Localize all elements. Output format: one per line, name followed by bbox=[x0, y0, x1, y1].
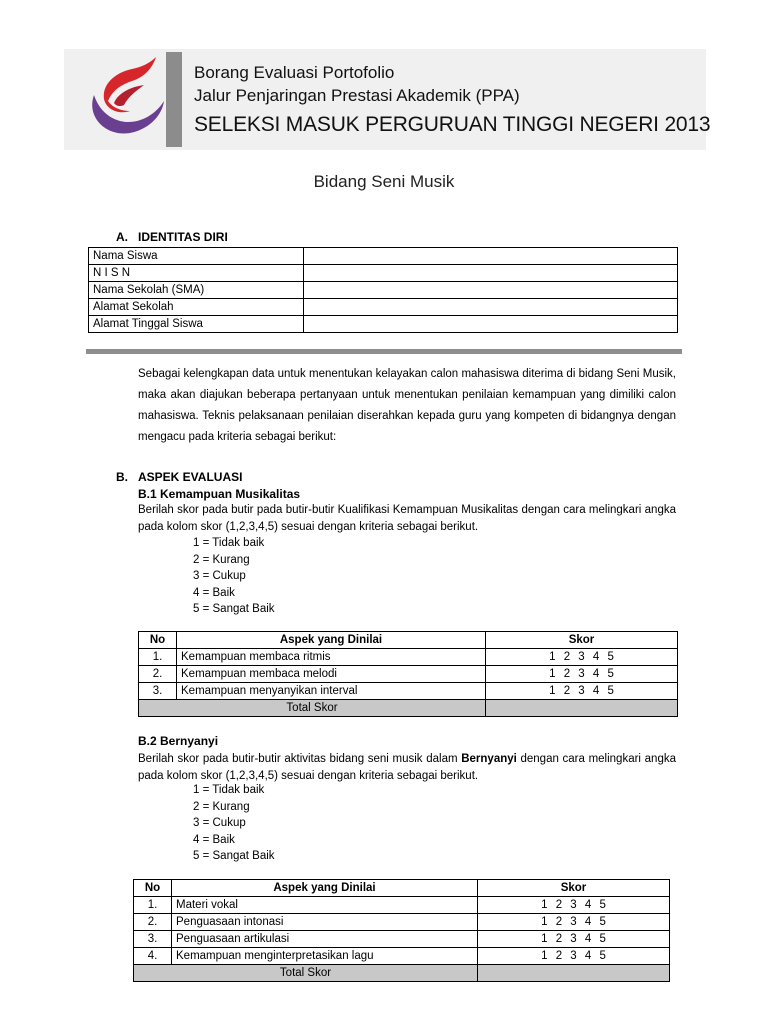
table-row bbox=[89, 299, 678, 316]
row-number: 1. bbox=[139, 649, 177, 666]
table-row bbox=[89, 248, 678, 265]
column-header-no: No bbox=[134, 880, 172, 897]
scale-item: 1 = Tidak baik bbox=[193, 784, 265, 796]
table-header-row bbox=[134, 880, 670, 897]
row-number: 2. bbox=[134, 914, 172, 931]
sbmptn-logo-icon bbox=[78, 55, 168, 145]
total-row bbox=[139, 700, 678, 717]
identity-label: Alamat Tinggal Siswa bbox=[89, 316, 304, 333]
table-row bbox=[89, 316, 678, 333]
identity-label: N I S N bbox=[89, 265, 304, 282]
scale-item: 5 = Sangat Baik bbox=[193, 850, 275, 862]
b2-instruction-emphasis: Bernyanyi bbox=[461, 753, 517, 765]
column-header-no: No bbox=[139, 632, 177, 649]
total-score-label: Total Skor bbox=[134, 965, 478, 982]
row-score-options[interactable]: 1 2 3 4 5 bbox=[486, 683, 678, 700]
table-row bbox=[134, 948, 670, 965]
b2-score-table bbox=[133, 879, 670, 982]
identity-field-nisn[interactable] bbox=[304, 265, 678, 282]
section-b-number: B. bbox=[116, 470, 128, 484]
b1-instruction: Berilah skor pada butir pada butir-butir Kualifikasi Kemampuan Musikalitas dengan cara melingkari angka pada kolom skor (1,2,3,4,5) sesuai dengan kriteria sebagai berikut. bbox=[138, 504, 676, 533]
row-aspect: Kemampuan menyanyikan interval bbox=[177, 683, 486, 700]
row-score-options[interactable]: 1 2 3 4 5 bbox=[478, 897, 670, 914]
b2-heading: B.2 Bernyanyi bbox=[138, 734, 219, 748]
total-score-field[interactable] bbox=[478, 965, 670, 982]
table-row bbox=[139, 683, 678, 700]
b1-score-table bbox=[138, 631, 678, 717]
b2-instruction-end: dengan cara melingkari angka pada kolom skor (1,2,3,4,5) sesuai dengan kriteria sebagai berikut. bbox=[138, 753, 676, 782]
row-score-options[interactable]: 1 2 3 4 5 bbox=[478, 931, 670, 948]
identity-label: Nama Sekolah (SMA) bbox=[89, 282, 304, 299]
scale-item: 1 = Tidak baik bbox=[193, 537, 265, 549]
section-a-title: IDENTITAS DIRI bbox=[138, 230, 228, 244]
row-number: 3. bbox=[139, 683, 177, 700]
scale-item: 4 = Baik bbox=[193, 833, 235, 846]
table-row bbox=[134, 931, 670, 948]
column-header-aspect: Aspek yang Dinilai bbox=[177, 632, 486, 649]
identity-field-alamat-sekolah[interactable] bbox=[304, 299, 678, 316]
row-score-options[interactable]: 1 2 3 4 5 bbox=[486, 666, 678, 683]
table-row bbox=[134, 914, 670, 931]
row-aspect: Materi vokal bbox=[172, 897, 478, 914]
section-b-title: ASPEK EVALUASI bbox=[138, 470, 243, 484]
column-header-aspect: Aspek yang Dinilai bbox=[172, 880, 478, 897]
row-number: 1. bbox=[134, 897, 172, 914]
row-score-options[interactable]: 1 2 3 4 5 bbox=[478, 914, 670, 931]
scale-item: 3 = Cukup bbox=[193, 570, 246, 582]
row-aspect: Penguasaan artikulasi bbox=[172, 931, 478, 948]
b1-heading: B.1 Kemampuan Musikalitas bbox=[138, 487, 301, 501]
row-score-options[interactable]: 1 2 3 4 5 bbox=[478, 948, 670, 965]
identity-label: Nama Siswa bbox=[89, 248, 304, 265]
row-aspect: Kemampuan membaca melodi bbox=[177, 666, 486, 683]
header-divider-bar bbox=[166, 52, 182, 147]
table-row bbox=[134, 897, 670, 914]
table-row bbox=[139, 666, 678, 683]
column-header-score: Skor bbox=[486, 632, 678, 649]
document-title: Bidang Seni Musik bbox=[313, 172, 455, 191]
b2-scale-list bbox=[193, 782, 275, 865]
scale-item: 2 = Kurang bbox=[193, 553, 250, 566]
row-number: 4. bbox=[134, 948, 172, 965]
identity-field-nama-sekolah[interactable] bbox=[304, 282, 678, 299]
column-header-score: Skor bbox=[478, 880, 670, 897]
scale-item: 4 = Baik bbox=[193, 586, 235, 599]
row-score-options[interactable]: 1 2 3 4 5 bbox=[486, 649, 678, 666]
row-number: 3. bbox=[134, 931, 172, 948]
b2-instruction-start: Berilah skor pada butir-butir aktivitas bidang seni musik dalam bbox=[138, 753, 462, 765]
scale-item: 3 = Cukup bbox=[193, 817, 246, 829]
table-header-row bbox=[139, 632, 678, 649]
row-aspect: Kemampuan membaca ritmis bbox=[177, 649, 486, 666]
row-aspect: Kemampuan menginterpretasikan lagu bbox=[172, 948, 478, 965]
row-aspect: Penguasaan intonasi bbox=[172, 914, 478, 931]
identity-field-alamat-tinggal[interactable] bbox=[304, 316, 678, 333]
b2-instruction bbox=[138, 751, 676, 784]
table-row bbox=[89, 282, 678, 299]
b1-scale-list bbox=[193, 535, 275, 618]
section-b-heading bbox=[116, 470, 242, 484]
identity-label: Alamat Sekolah bbox=[89, 299, 304, 316]
table-row bbox=[139, 649, 678, 666]
intro-paragraph: Sebagai kelengkapan data untuk menentukan kelayakan calon mahasiswa diterima di bidang Seni Musik, maka akan diajukan beberapa pertanyaan untuk menentukan penilaian kemampuan yang dimiliki calon mahasiswa. Teknis pelaksanaan penilaian diserahkan kepada guru yang kompeten di bidangnya dengan mengacu pada kriteria sebagai berikut: bbox=[138, 368, 676, 443]
total-score-field[interactable] bbox=[486, 700, 678, 717]
scale-item: 5 = Sangat Baik bbox=[193, 603, 275, 615]
section-divider bbox=[86, 349, 682, 354]
table-row bbox=[89, 265, 678, 282]
header-path-title: Jalur Penjaringan Prestasi Akademik (PPA) bbox=[194, 86, 520, 105]
header-selection-title: SELEKSI MASUK PERGURUAN TINGGI NEGERI 2013 bbox=[194, 113, 711, 136]
row-number: 2. bbox=[139, 666, 177, 683]
total-score-label: Total Skor bbox=[139, 700, 486, 717]
section-a-number: A. bbox=[116, 230, 128, 244]
scale-item: 2 = Kurang bbox=[193, 800, 250, 813]
section-a-heading bbox=[116, 230, 228, 244]
header-form-title: Borang Evaluasi Portofolio bbox=[194, 63, 395, 82]
total-row bbox=[134, 965, 670, 982]
identity-field-nama-siswa[interactable] bbox=[304, 248, 678, 265]
identity-table bbox=[88, 247, 678, 333]
